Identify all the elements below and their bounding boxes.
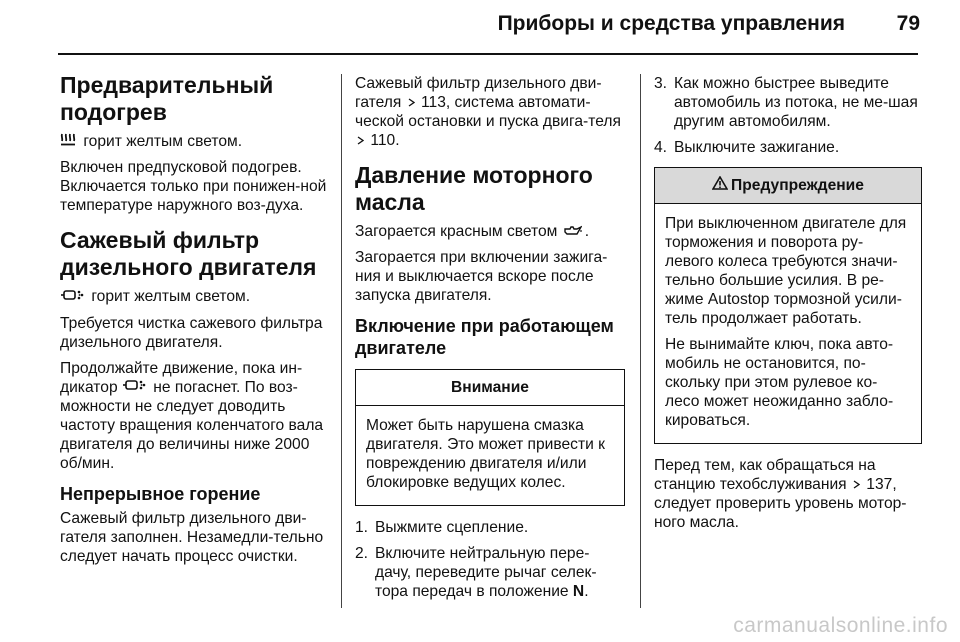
continue-text-b: не погаснет. По воз-можности не следует доводить частоту вращения коленчатого вала двигателя до величины ниже 2000 об/мин. bbox=[60, 378, 324, 473]
column-2 bbox=[355, 74, 625, 608]
filter-need: Требуется чистка сажевого фильтра дизельного двигателя. bbox=[60, 314, 323, 351]
warning-header bbox=[655, 168, 921, 204]
step-number: 4. bbox=[654, 139, 668, 156]
diesel-particulate-filter-icon bbox=[60, 288, 84, 307]
heading-continuous: Непрерывное горение bbox=[60, 484, 261, 505]
oil-text-b: . bbox=[584, 223, 590, 240]
reference-text bbox=[355, 74, 625, 150]
ref-text-c: 110. bbox=[366, 132, 400, 149]
continue-text-a: Продолжайте движение, пока ин-дикатор bbox=[60, 359, 303, 396]
step-number: 2. bbox=[355, 545, 369, 563]
step-text: Выжмите сцепление. bbox=[375, 519, 529, 537]
list-item bbox=[355, 518, 625, 537]
warning-title: Предупреждение bbox=[731, 177, 864, 194]
warning-box bbox=[654, 167, 922, 444]
diesel-particulate-filter-icon bbox=[122, 378, 146, 397]
list-item bbox=[355, 544, 625, 601]
oil-indicator-text bbox=[355, 222, 625, 241]
filter-indicator-text bbox=[60, 287, 328, 306]
warning-text-1: При выключенном двигателе для торможения и поворота ру-левого колеса требуются значи-тельно большие усилия. В ре-жиме Autostop тормозной усили-тель продолжает работать. bbox=[665, 215, 907, 328]
continuous-text: Сажевый фильтр дизельного дви-гателя заполнен. Незамедли-тельно следует начать процесс очистки. bbox=[60, 510, 324, 566]
oil-can-icon bbox=[562, 222, 582, 241]
step-text-tail: . bbox=[584, 583, 589, 601]
ref-text-a: Сажевый фильтр дизельного дви-гателя bbox=[355, 75, 602, 111]
service-text bbox=[654, 456, 922, 532]
warning-triangle-icon bbox=[712, 176, 728, 195]
page-number: 79 bbox=[896, 12, 920, 35]
column-divider bbox=[341, 74, 342, 608]
steps-list bbox=[654, 74, 922, 157]
list-item bbox=[654, 74, 922, 131]
preheat-indicator-text bbox=[60, 132, 328, 151]
preheat-status: горит желтым светом. bbox=[79, 133, 243, 150]
page-reference-icon bbox=[853, 480, 860, 489]
page-reference-icon bbox=[357, 136, 364, 145]
step-text-main: Включите нейтральную пере-дачу, переведите рычаг селек-тора передач в положение bbox=[375, 545, 597, 601]
section-title: Приборы и средства управления bbox=[497, 12, 845, 35]
heading-oil-pressure: Давление моторного масла bbox=[355, 162, 593, 215]
column-1 bbox=[60, 62, 328, 573]
service-text-a: Перед тем, как обращаться на станцию техобслуживания bbox=[654, 457, 876, 494]
preheat-description: Включен предпусковой подогрев. Включается только при понижен-ной температуре наружного воз-духа. bbox=[60, 159, 327, 215]
caution-text: Может быть нарушена смазка двигателя. Это может привести к повреждению двигателя и/или блокировке ведущих колес. bbox=[366, 417, 605, 492]
oil-description: Загорается при включении зажига-ния и выключается вскоре после запуска двигателя. bbox=[355, 249, 608, 305]
step-text: Выключите зажигание. bbox=[674, 139, 840, 156]
header-rule bbox=[58, 53, 918, 55]
warning-text-2: Не вынимайте ключ, пока авто-мобиль не остановится, по-скольку при этом рулевое ко-лесо может неожиданно забло-кироваться. bbox=[665, 336, 894, 430]
steps-list bbox=[355, 518, 625, 601]
list-item bbox=[654, 138, 922, 157]
heading-running-engine: Включение при работающем двигателе bbox=[355, 316, 614, 359]
filter-continue bbox=[60, 359, 328, 473]
watermark: carmanualsonline.info bbox=[733, 614, 948, 637]
ref-text-b: 113, система автомати-ческой остановки и пуска двига-теля bbox=[355, 94, 621, 130]
column-divider bbox=[640, 74, 641, 608]
glow-plug-icon bbox=[60, 132, 76, 151]
page-reference-icon bbox=[408, 98, 415, 107]
column-3 bbox=[654, 74, 922, 539]
page-header bbox=[0, 0, 960, 52]
step-text bbox=[375, 544, 625, 601]
step-number: 3. bbox=[654, 75, 668, 92]
caution-title: Внимание bbox=[356, 370, 624, 406]
service-text-b: 137, следует проверить уровень мотор-ного масла. bbox=[654, 476, 907, 532]
gear-position: N bbox=[572, 583, 585, 601]
heading-preheat: Предварительный подогрев bbox=[60, 72, 274, 125]
step-text: Как можно быстрее выведите автомобиль из потока, не ме-шая другим автомобилям. bbox=[674, 75, 918, 130]
filter-status: горит желтым светом. bbox=[87, 288, 251, 306]
caution-box bbox=[355, 369, 625, 506]
heading-diesel-filter: Сажевый фильтр дизельного двигателя bbox=[60, 227, 317, 281]
step-number: 1. bbox=[355, 519, 369, 537]
oil-text-a: Загорается красным светом bbox=[355, 223, 562, 240]
